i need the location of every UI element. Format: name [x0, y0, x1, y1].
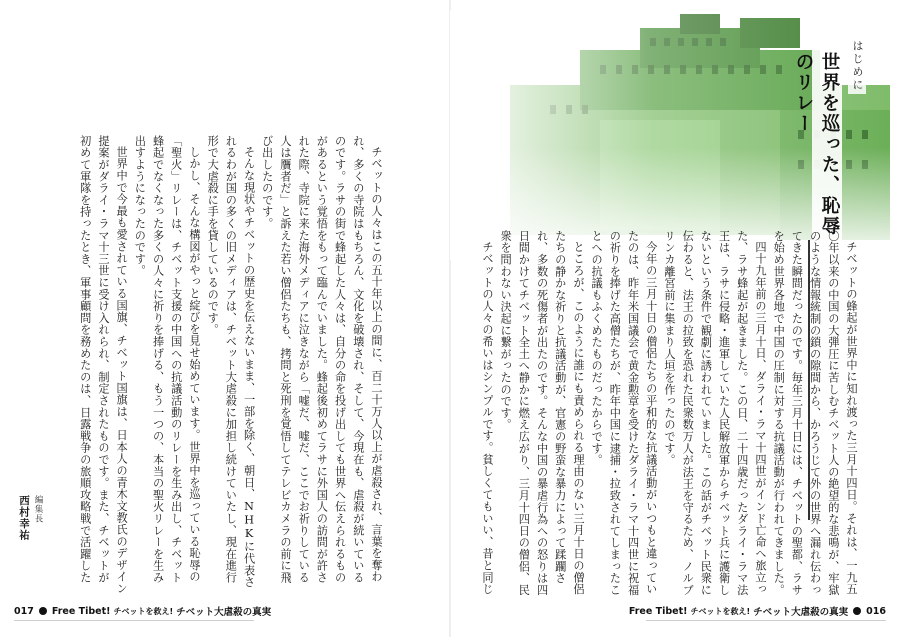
left-paragraph: しかし、そんな構図がやっと綻びを見せ始めています。世界中を巡っている恥辱の「聖火」リレーは、チベット支援の中国への抗議活動のリレーを生み出し、チベット蜂起でなくなった多くの人々に祈りを捧げる、もう一つの、本当の聖火リレーを生み出すようになったのです。 — [133, 135, 201, 584]
left-page-body — [75, 135, 385, 595]
page-title: 世界を巡った、恥辱のリレー — [812, 48, 842, 252]
page-number-right: 016 — [866, 605, 886, 617]
right-page-body — [480, 230, 860, 600]
footer-title: チベット大虐殺の真実 — [176, 607, 272, 618]
right-paragraph: ところが、このように誰にも責められる理由のない三月十日の僧侶たちの静かな祈りと抗議活動が、官憲の野蛮な暴力によって蹂躙され、多数の死傷者が出たのです。そんな中国の暴虐行為への怒りは四日間かけてチベット全土へ静かに燃え広がり、三月十四日の僧侶、民衆を問わない決起に繋がったのです。 — [499, 230, 585, 596]
footer-left — [14, 604, 271, 618]
bullet-icon — [39, 607, 47, 615]
footer-tagline: チベットを救え! — [690, 606, 751, 616]
left-paragraph: 世界中で今最も愛されている国旗、チベット国旗は、日本人の青木文教氏のデザイン提案がダライ・ラマ十三世に受け入れられ、制定されたものです。また、チベットが初めて軍隊を持ったとき、軍事顧問を務めたのは、日露戦争の旅順攻略戦で活躍した — [78, 135, 129, 595]
footer-rule-right — [646, 620, 886, 621]
footer-brand: Free Tibet! — [628, 605, 688, 617]
intro-label: はじめに — [848, 38, 866, 94]
right-paragraph: 四十九年前の三月十日、ダライ・ラマ十四世がインド亡命へ旅立った、ラサ蜂起が起きました。この日、二十四歳だったダライ・ラマ法王は、ラサに侵略・進軍していた人民解放軍からチベット兵に護衛しないという条件で観劇に誘われていました。この話がチベット民衆に伝わると、法王の拉致を恐れた民衆数万人が法王を守るため、ノルブリンカ離宮前に集まり人垣を作ったのです。 — [662, 230, 767, 596]
page-number-left: 017 — [14, 605, 34, 617]
editor-role: 編集長 — [33, 495, 43, 524]
left-paragraph: そんな現状やチベットの歴史を伝えないまま、一部を除く、朝日、NHKに代表されるわが国の多くの旧メディアは、チベット大虐殺に加担し続けていたし、現在進行形で大虐殺に手を貸しているのです。 — [206, 135, 256, 589]
editor-credit — [20, 495, 44, 605]
footer-rule-left — [14, 620, 254, 621]
bullet-icon — [853, 607, 861, 615]
editor-name: 西村幸祐 — [18, 495, 30, 541]
footer-tagline: チベットを救え! — [113, 606, 174, 616]
right-paragraph: 今年の三月十日の僧侶たちの平和的な抗議活動がいつもと違っていたのは、昨年米国議会で黄金勲章を受けたダライ・ラマ十四世に祝福の祈りを捧げた高僧たちが、昨年中国に逮捕・拉致されてしまったことへの抗議もふくめたものだったからです。 — [590, 230, 658, 596]
footer-brand: Free Tibet! — [51, 605, 111, 617]
footer-title: チベット大虐殺の真実 — [753, 607, 849, 618]
right-paragraph: チベットの人々の希いはシンプルです。貧しくてもいい、昔と同じ — [480, 241, 494, 596]
left-paragraph: チベットの人々はこの五十年以上の間に、百二十万人以上が虐殺され、言葉を奪われ、多くの寺院はもちろん、文化を破壊され、そして、今現在も、虐殺が続いているのです。ラサの街で蜂起した人々は、自分の命を投げ出しても世界へ伝えられるものがあるという覚悟をもって臨んでいました。蜂起後初めてラサに外国人の訪問が許された際、寺院に来た海外メディアに泣きながら「嘘だ、嘘だ、ここでお祈りしている人は贋者だ」と訴えた若い僧侶たちも、拷問と死刑を覚悟してテレビカメラの前に飛び出したのです。 — [260, 135, 383, 584]
right-paragraph: チベットの蜂起が世界中に知れ渡った三月十四日。それは、一九五〇年以来の中国の大弾圧に苦しむチベット人の絶望的な悲鳴が、牢獄のような情報統制の鎖の隙間から、かろうじて外の世界へ漏れ伝わってきた瞬間だったのです。毎年三月十日には、チベットの聖都、ラサを始め世界各地で中国の圧制に対する抗議活動が行われてきました。 — [772, 230, 858, 596]
footer-right — [629, 604, 886, 618]
